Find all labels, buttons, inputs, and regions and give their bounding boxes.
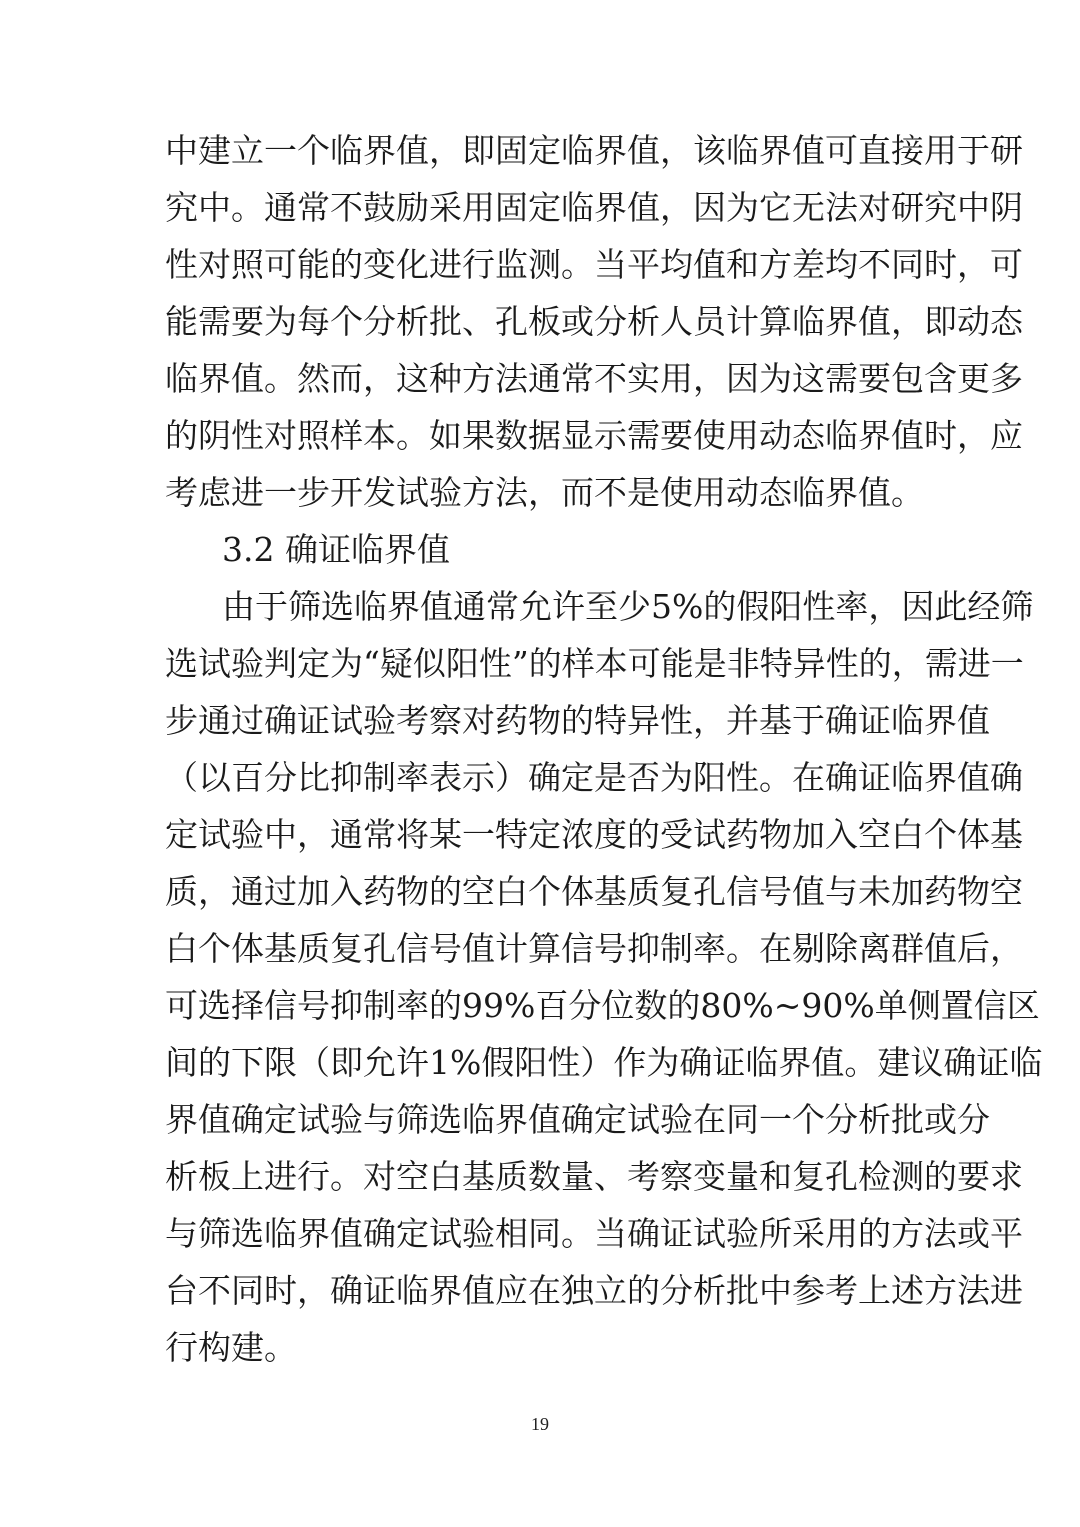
page-number: 19 [531, 1414, 549, 1434]
paragraph-line: 可选择信号抑制率的99%百分位数的80%~90%单侧置信区 [165, 986, 1040, 1025]
paragraph-line: 定试验中，通常将某一特定浓度的受试药物加入空白个体基 [165, 815, 1023, 854]
paragraph-line: 性对照可能的变化进行监测。当平均值和方差均不同时，可 [165, 245, 1023, 284]
paragraph-2 [165, 578, 1043, 1376]
paragraph-line: 步通过确证试验考察对药物的特异性，并基于确证临界值 [165, 701, 990, 740]
paragraph-line: 质，通过加入药物的空白个体基质复孔信号值与未加药物空 [165, 872, 1023, 911]
paragraph-line: 考虑进一步开发试验方法，而不是使用动态临界值。 [165, 473, 924, 512]
paragraph-line: 界值确定试验与筛选临界值确定试验在同一个分析批或分 [165, 1100, 990, 1139]
paragraph-line: 台不同时，确证临界值应在独立的分析批中参考上述方法进 [165, 1271, 1023, 1310]
paragraph-line: 由于筛选临界值通常允许至少5%的假阳性率，因此经筛 [222, 587, 1034, 626]
paragraph-line: 与筛选临界值确定试验相同。当确证试验所采用的方法或平 [165, 1214, 1023, 1253]
paragraph-line: 行构建。 [165, 1328, 297, 1367]
paragraph-line: 析板上进行。对空白基质数量、考察变量和复孔检测的要求 [165, 1157, 1023, 1196]
body-text [165, 122, 1043, 1376]
section-heading: 3.2 确证临界值 [222, 530, 450, 569]
paragraph-line: 中建立一个临界值，即固定临界值，该临界值可直接用于研 [165, 131, 1023, 170]
paragraph-line: 白个体基质复孔信号值计算信号抑制率。在剔除离群值后， [165, 929, 1023, 968]
paragraph-line: 选试验判定为“疑似阳性”的样本可能是非特异性的，需进一 [165, 644, 1024, 683]
paragraph-line: 能需要为每个分析批、孔板或分析人员计算临界值，即动态 [165, 302, 1023, 341]
paragraph-1 [165, 122, 1023, 521]
paragraph-line: （以百分比抑制率表示）确定是否为阳性。在确证临界值确 [165, 758, 1023, 797]
paragraph-line: 究中。通常不鼓励采用固定临界值，因为它无法对研究中阴 [165, 188, 1023, 227]
paragraph-line: 临界值。然而，这种方法通常不实用，因为这需要包含更多 [165, 359, 1023, 398]
paragraph-line: 间的下限（即允许1%假阳性）作为确证临界值。建议确证临 [165, 1043, 1043, 1082]
paragraph-line: 的阴性对照样本。如果数据显示需要使用动态临界值时，应 [165, 416, 1023, 455]
